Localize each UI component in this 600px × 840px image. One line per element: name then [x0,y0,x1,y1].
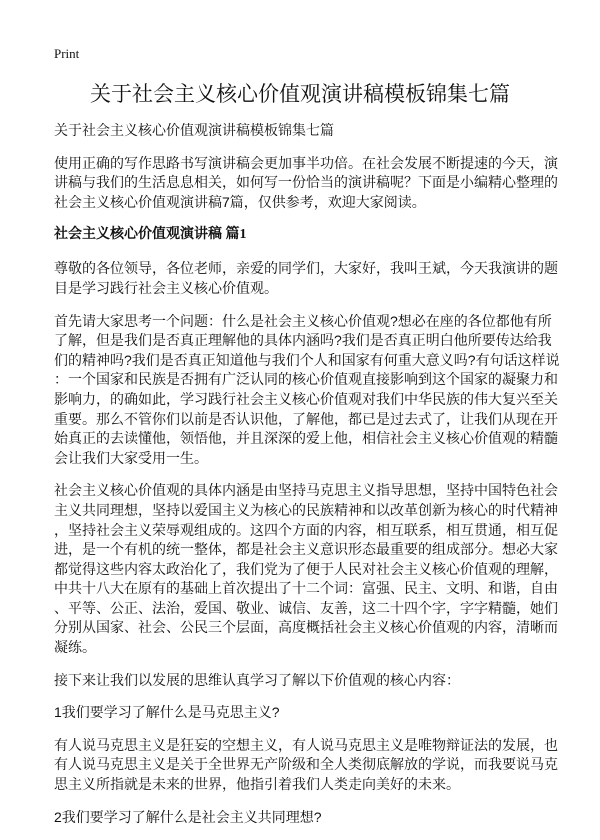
text-line: 目是学习践行社会主义核心价值观。 [54,279,278,296]
text-line: 影响力，的确如此，学习践行社会主义核心价值观对我们中华民族的伟大复兴至关 [54,390,558,407]
document-body [54,121,560,840]
paragraph [54,481,558,657]
text-line: 有人说马克思主义是狂妄的空想主义，有人说马克思主义是唯物辩证法的发展，也 [54,736,558,753]
paragraph [54,671,554,691]
text-line: 进，是一个有机的统一整体，都是社会主义意识形态最重要的组成部分。想必大家 [54,541,558,558]
paragraph [54,736,558,795]
text-line: 主义共同理想，坚持以爱国主义为核心的民族精神和以改革创新为核心的时代精神 [54,501,558,518]
text-line: 思主义所指就是未来的世界，他指引着我们人类走向美好的未来。 [54,776,460,793]
text-line: ，坚持社会主义荣辱观组成的。这四个方面的内容，相互联系，相互贯通，相互促 [54,521,558,538]
text-line: 社会主义核心价值观演讲稿7篇，仅供参考，欢迎大家阅读。 [54,193,426,210]
paragraph [54,703,554,723]
text-line: ：一个国家和民族是否拥有广泛认同的核心价值观直接影响到这个国家的凝聚力和 [54,371,558,388]
print-link[interactable]: Print [54,46,80,61]
text-line: 了解，但是我们是否真正理解他的具体内涵吗?我们是否真正明白他所要传达给我 [54,332,552,349]
page-title: 关于社会主义核心价值观演讲稿模板锦集七篇 [90,83,510,106]
text-line: 们的精神吗?我们是否真正知道他与我们个人和国家有何重大意义吗?有句话这样说 [54,351,560,368]
text-line: 重要。那么不管你们以前是否认识他，了解他，都已是过去式了，让我们从现在开 [54,410,558,427]
paragraph [54,259,558,298]
text-line: 1我们要学习了解什么是马克思主义? [54,704,280,721]
text-line: 使用正确的写作思路书写演讲稿会更加事半功倍。在社会发展不断提速的今天，演 [54,154,558,171]
text-line: 有人说马克思主义是关于全世界无产阶级和全人类彻底解放的学说，而我要说马克 [54,756,558,773]
text-line: 始真正的去读懂他，领悟他，并且深深的爱上他，相信社会主义核心价值观的精髓 [54,430,558,447]
text-line: 凝练。 [54,639,96,656]
text-line: 分别从国家、社会、公民三个层面，高度概括社会主义核心价值观的内容，清晰而 [54,619,558,636]
subtitle-text: 关于社会主义核心价值观演讲稿模板锦集七篇 [54,122,334,138]
text-line: 、平等、公正、法治，爱国、敬业、诚信、友善，这二十四个字，字字精髓，她们 [54,599,558,616]
section-heading: 社会主义核心价值观演讲稿 篇1 [54,227,247,243]
text-line: 社会主义核心价值观的具体内涵是由坚持马克思主义指导思想，坚持中国特色社会 [54,482,558,499]
text-line: 2我们要学习了解什么是社会主义共同理想? [54,808,322,825]
text-line: 首先请大家思考一个问题：什么是社会主义核心价值观?想必在座的各位都他有所 [54,312,552,329]
text-line: 尊敬的各位领导，各位老师，亲爱的同学们，大家好，我叫王斌，今天我演讲的题 [54,260,558,277]
text-line: 中共十八大在原有的基础上首次提出了十二个词：富强、民主、文明、和谐，自由 [54,580,558,597]
text-line: 会让我们大家受用一生。 [54,449,208,466]
text-line: 讲稿与我们的生活息息相关，如何写一份恰当的演讲稿呢？下面是小编精心整理的 [54,174,558,191]
paragraph [54,312,560,469]
text-line: 接下来让我们以发展的思维认真学习了解以下价值观的核心内容： [54,671,460,688]
subtitle [54,121,554,141]
text-line: 都觉得这些内容太政治化了，我们党为了便于人民对社会主义核心价值观的理解， [54,560,558,577]
intro-paragraph [54,154,558,213]
paragraph [54,808,554,828]
paragraphs [54,259,560,827]
